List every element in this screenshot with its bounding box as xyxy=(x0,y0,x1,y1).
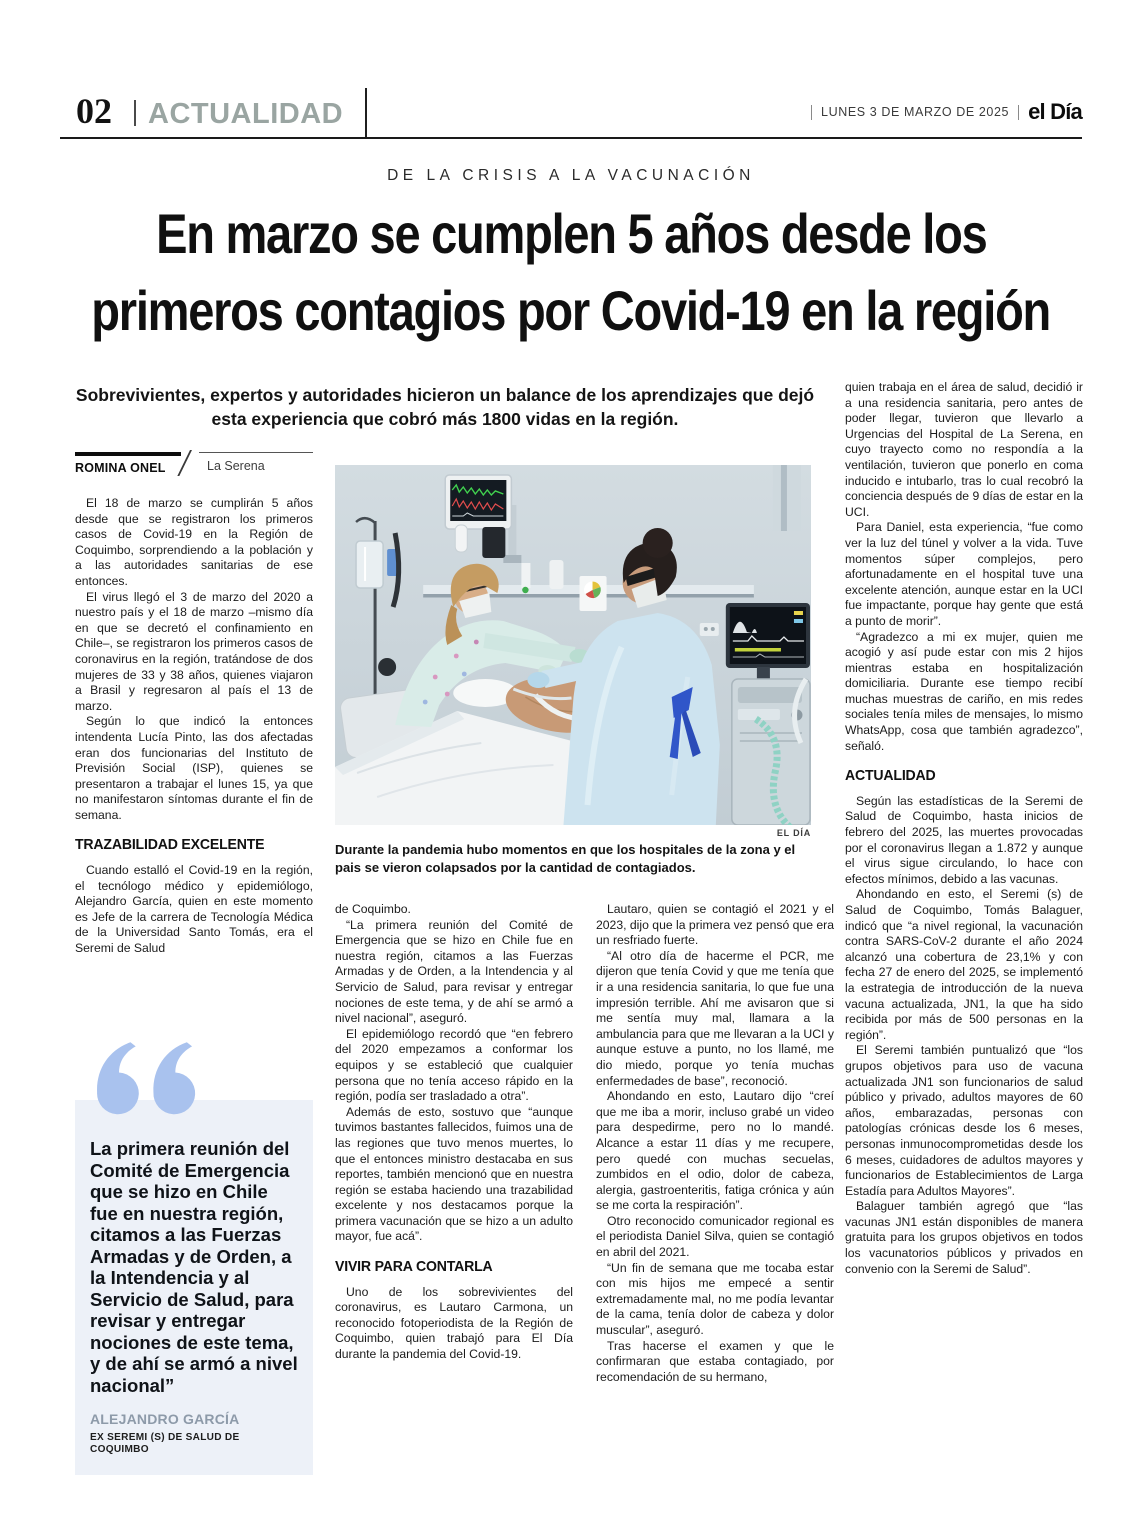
body-paragraph: “La primera reunión del Comité de Emergencia que se hizo en Chile fue en nuestra región, citamos a las Fuerzas Armadas y de Orden, a la Intendencia y al Servicio de Salud, para revisar y entregar nociones de este tema, y de ahí se armó a nivel nacional”, aseguró. xyxy=(335,917,573,1026)
body-paragraph: Para Daniel, esta experiencia, “fue como ver la luz del túnel y volver a la vida. Tuve momentos súper complejos, pero afortunadamente en el hospital tuve una excelente atención, aunque estar en la UCI fue impactante, porque hay gente que está a punto de morir”. xyxy=(845,520,1083,628)
headline-text: En marzo se cumplen 5 años desde los xyxy=(155,202,987,265)
body-paragraph: Balaguer también agregó que “las vacunas JN1 están disponibles de manera gratuita para los grupos objetivos en todos los vacunatorios públicos y privados en convenio con la Seremi de Salud”. xyxy=(845,1199,1083,1276)
edition-date: LUNES 3 DE MARZO DE 2025 xyxy=(821,105,1010,119)
body-paragraph: Uno de los sobrevivientes del coronavirus, es Lautaro Carmona, un reconocido fotoperiodista de la Región de Coquimbo, quien trabajó para El Día durante la pandemia del Covid-19. xyxy=(335,1284,573,1362)
header-vertical-rule xyxy=(365,88,367,137)
body-paragraph: Lautaro, quien se contagió el 2021 y el 2023, dijo que la primera vez pensó que era un resfriado fuerte. xyxy=(596,902,834,948)
headline-text: primeros contagios por Covid-19 en la región xyxy=(91,279,1051,342)
deck xyxy=(70,384,820,431)
body-paragraph: El 18 de marzo se cumplirán 5 años desde que se registraron los primeros casos de Covid-19 en la Región de Coquimbo, sorprendiendo a la población y a las autoridades sanitarias de ese entonces. xyxy=(75,496,313,588)
subhead-vivir: VIVIR PARA CONTARLA xyxy=(335,1258,493,1276)
body-paragraph: Tras hacerse el examen y que le confirmaran que estaba contagiado, por recomendación de su hermano, xyxy=(596,1338,834,1384)
body-paragraph: Cuando estalló el Covid-19 en la región, el tecnólogo médico y epidemiólogo, Alejandro García, quien en este momento es Jefe de la carrera de Tecnología Médica de la Universidad Santo Tomás, era el Seremi de Salud xyxy=(75,863,313,956)
section-title: ACTUALIDAD xyxy=(148,98,344,130)
photo-caption: Durante la pandemia hubo momentos en que los hospitales de la zona y el pais se vieron colapsados por la cantidad de contagiados. xyxy=(335,842,796,875)
quote-icon xyxy=(77,1036,209,1132)
header-dateline xyxy=(811,99,1082,125)
article-photo xyxy=(335,465,811,825)
body-paragraph: “Un fin de semana que me tocaba estar con mis hijos me empecé a sentir extremadamente mal, no me podía levantar de la cama, tenía dolor de cabeza y dolor muscular”, aseguró. xyxy=(596,1260,834,1338)
pull-quote-text: La primera reunión del Comité de Emergencia que se hizo en Chile fue en nuestra región, citamos a las Fuerzas Armadas y de Orden, a la Intendencia y al Servicio de Salud, para revisar y entregar nociones de este tema, y de ahí se armó a nivel nacional” xyxy=(90,1138,298,1396)
body-paragraph: Ahondando en esto, el Seremi (s) de Salud de Coquimbo, Tomás Balaguer, indicó que “a nivel regional, la vacunación contra SARS-CoV-2 durante el año 2024 alcanzó una cobertura de 23,1% y con fecha 27 de enero del 2025, se implementó la estrategia de introducción de la nueva vacuna actualizada, JN1, la que ha sido recibida por más de 500 personas en la región”. xyxy=(845,887,1083,1042)
body-paragraph: “Agradezco a mi ex mujer, quien me acogió y así pude estar con mis 2 hijos mientras estaba en hospitalización domiciliaria. Durante ese tiempo recibí muchas muestras de cariño, en mis redes sociales tenía miles de mensajes, lo mismo WhatsApp, cosa que también agradezco”, señaló. xyxy=(845,629,1083,753)
byline xyxy=(75,452,313,484)
body-paragraph: quien trabaja en el área de salud, decidió ir a una residencia sanitaria, pero antes de poder llegar, tuvieron que llevarlo a Urgencias del Hospital de La Serena, en cuyo trayecto como no respondía a la ventilación, tuvieron que ponerlo en coma inducido e intubarlo, tras lo cual recobró la conciencia después de 9 días de estar en la UCI. xyxy=(845,380,1083,519)
column-3 xyxy=(596,902,834,1385)
header-separator xyxy=(811,105,812,120)
icu-photo-illustration xyxy=(335,465,811,825)
body-paragraph: El epidemiólogo recordó que “en febrero del 2020 empezamos a conformar los equipos y se estableció que cualquier persona que no tenía acceso rápido en la región, podía ser trasladado a otra”. xyxy=(335,1026,573,1104)
column-2 xyxy=(335,902,573,1363)
body-paragraph: Ahondando en esto, Lautaro dijo “creí que me iba a morir, incluso grabé un video para despedirme, pero no lo mandé. Alcance a estar 11 días y me recupere, pero quedé con muchas secuelas, zumbidos en el odio, dolor de cabeza, alergia, gastroenteritis, fatiga crónica y aún se me corta la respiración”. xyxy=(596,1089,834,1213)
photo-credit: EL DÍA xyxy=(776,828,811,838)
header-separator xyxy=(1018,105,1019,120)
pull-quote xyxy=(75,1100,313,1475)
body-paragraph: Según lo que indicó la entonces intendenta Lucía Pinto, las dos afectadas eran dos funcionarias del Instituto de Previsión Social (ISP), quienes se presentaron a trabajar el lunes 15, ya que no manifestaron síntomas durante el fin de semana. xyxy=(75,714,313,822)
byline-author: ROMINA ONEL xyxy=(75,452,181,484)
headline-line-2 xyxy=(0,279,1142,342)
header-divider-small xyxy=(134,100,136,126)
body-paragraph: Además de esto, sostuvo que “aunque tuvimos bastantes fallecidos, fuimos una de las regiones que tuvo menos muertes, lo que el entonces ministro destacaba en sus reportes, también mencionó que en nuestra región se estaba haciendo una trazabilidad excelente y nos destacamos porque la primera vacunación que se hizo a un adulto mayor, fue acá”. xyxy=(335,1104,573,1244)
headline-line-1 xyxy=(0,202,1142,265)
subhead-actualidad: ACTUALIDAD xyxy=(845,767,936,785)
byline-slash xyxy=(181,452,199,484)
body-paragraph: El Seremi también puntualizó que “los grupos objetivos para uso de vacuna actualizada JN1 son funcionarios de salud público y privado, adultos mayores de 60 años, embarazadas, personas con patologías crónicas desde los 6 meses, personas inmunocomprometidas desde los 6 meses, cuidadores de adultos mayores y funcionarios de Establecimientos de Larga Estadía para Adultos Mayores”. xyxy=(845,1043,1083,1198)
body-paragraph: Según las estadísticas de la Seremi de Salud de Coquimbo, hasta inicios de febrero del 2025, las muertes provocadas por el coronavirus llegan a 1.872 y aunque el virus sigue circulando, lo hace con efectos mínimos, debido a las vacunas. xyxy=(845,793,1083,886)
header-horizontal-rule xyxy=(60,137,1082,139)
body-paragraph: Otro reconocido comunicador regional es el periodista Daniel Silva, quien se contagió en abril del 2021. xyxy=(596,1213,834,1260)
body-paragraph: “Al otro día de hacerme el PCR, me dijeron que tenía Covid y que me tenía que ir a una residencia sanitaria, lo que fue una impresión terrible. Ahí me avisaron que si me sentía muy mal, llamara a la ambulancia para que me llevaran a la UCI y aunque estuve a punto, no los llamé, me dio miedo, porque yo tenía muchas enfermedades de base”, reconoció. xyxy=(596,948,834,1088)
column-4 xyxy=(845,380,1083,1277)
pull-quote-author: ALEJANDRO GARCÍA xyxy=(90,1411,240,1427)
kicker: DE LA CRISIS A LA VACUNACIÓN xyxy=(387,167,755,184)
pull-quote-role: EX SEREMI (S) DE SALUD DE COQUIMBO xyxy=(90,1431,240,1455)
body-paragraph: El virus llegó el 3 de marzo del 2020 a nuestro país y el 18 de marzo –mismo día en que se decretó el confinamiento en Chile–, se registraron los primeros casos de coronavirus en la región, tratándose de dos mujeres de 33 y 38 años, quienes viajaron a Brasil y regresaron al país el 13 de marzo. xyxy=(75,589,313,713)
page-number: 02 xyxy=(76,91,112,131)
byline-location: La Serena xyxy=(199,452,313,484)
deck-line: esta experiencia que cobró más 1800 vidas en la región. xyxy=(211,408,679,429)
subhead-trazabilidad: TRAZABILIDAD EXCELENTE xyxy=(75,836,265,854)
column-1 xyxy=(75,452,313,957)
body-paragraph: de Coquimbo. xyxy=(335,902,411,916)
newspaper-logo: el Día xyxy=(1028,99,1082,124)
deck-line: Sobrevivientes, expertos y autoridades hicieron un balance de los aprendizajes que dejó xyxy=(75,385,815,405)
